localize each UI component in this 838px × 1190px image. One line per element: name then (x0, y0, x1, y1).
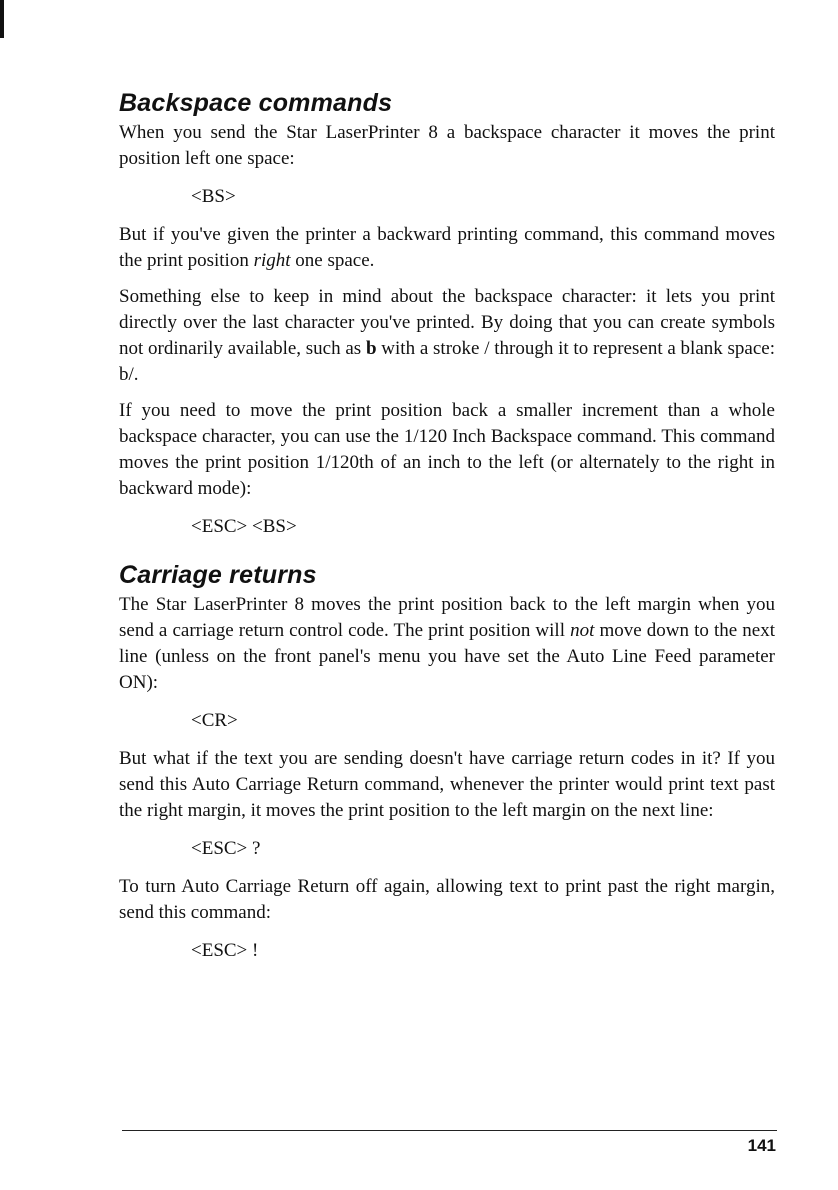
blank-space-symbol: b/ (119, 364, 134, 385)
auto-carriage-return-off-paragraph: To turn Auto Carriage Return off again, allowing text to print past the right margin, send this command: (119, 876, 775, 923)
carriage-return-paragraph (119, 592, 775, 696)
page-number: 141 (747, 1136, 776, 1155)
esc-bs-command: <ESC> <BS> (191, 516, 297, 537)
carriage-return-text-1: The Star LaserPrinter 8 moves the print position back to the left margin when you send a carriage return control code. The print position will (119, 594, 775, 641)
page-content (119, 88, 775, 976)
emphasis-not: not (570, 620, 595, 641)
esc-question-command: <ESC> ? (191, 838, 261, 859)
cr-command: <CR> (191, 710, 238, 731)
overprint-paragraph (119, 284, 775, 388)
backward-mode-text-1: But if you've given the printer a backward printing command, this command moves the print position (119, 224, 775, 271)
carriage-returns-heading: Carriage returns (119, 561, 317, 589)
auto-carriage-return-paragraph: But what if the text you are sending doesn't have carriage return codes in it? If you send this Auto Carriage Return command, whenever the printer would print text past the right margin, it moves the print position to the left margin on the next line: (119, 748, 775, 821)
overprint-text-3: . (133, 364, 139, 385)
fine-backspace-paragraph: If you need to move the print position back a smaller increment than a whole backspace character, you can use the 1/120 Inch Backspace command. This command moves the print position 1/120th of an inch to the left (or alternately to the right in backward mode): (119, 400, 775, 499)
overprint-text-1: Something else to keep in mind about the backspace character: it lets you print directly over the last character you've printed. By doing that you can create symbols not ordinarily available, such as (119, 286, 775, 359)
scan-edge-mark (0, 0, 4, 38)
backward-mode-paragraph (119, 222, 775, 274)
backspace-intro-paragraph: When you send the Star LaserPrinter 8 a backspace character it moves the print position left one space: (119, 122, 775, 169)
backspace-commands-heading: Backspace commands (119, 89, 393, 117)
esc-exclamation-command: <ESC> ! (191, 940, 259, 961)
backward-mode-text-2: one space. (290, 250, 375, 271)
emphasis-right: right (253, 250, 291, 271)
carriage-return-text-2: move down to the next line (unless on the front panel's menu you have set the Auto Line Feed parameter ON): (119, 620, 775, 693)
overprint-text-2: with a stroke / through it to represent a blank space: (376, 338, 775, 359)
bs-command: <BS> (191, 186, 236, 207)
footer-rule (122, 1130, 777, 1131)
bold-b: b (365, 338, 377, 359)
